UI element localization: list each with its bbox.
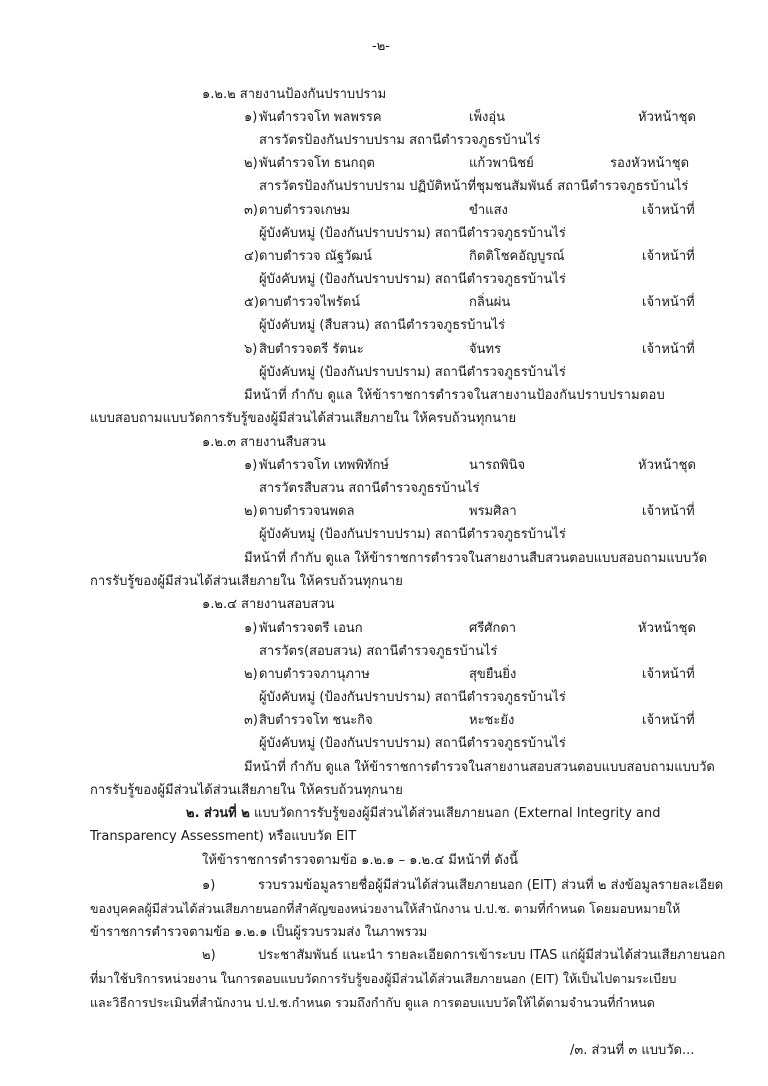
member-name: พันตำรวจโท พลพรรค [259,110,382,125]
member-index: ๑) [244,458,258,473]
member-name: ดาบตำรวจเกษม [259,203,351,218]
member-surname: สุขยืนยิ่ง [469,667,517,682]
member-index: ๒) [244,156,258,171]
member-role: รองหัวหน้าชุด [610,156,690,171]
part-2-title-cont: Transparency Assessment) หรือแบบวัด EIT [90,829,357,844]
member-name: ดาบตำรวจไพรัตน์ [259,295,361,310]
item-index: ๒) [202,948,216,963]
item-text: รวบรวมข้อมูลรายชื่อผู้มีส่วนได้ส่วนเสียภายนอก (EIT) ส่วนที่ ๒ ส่งข้อมูลรายละเอียด [258,878,724,893]
member-name: สิบตำรวจตรี รัตนะ [259,342,364,357]
member-role: เจ้าหน้าที่ [642,667,695,682]
member-index: ๑) [244,621,258,636]
member-detail: ผู้บังคับหมู่ (ป้องกันปราบปราม) สถานีตำรวจภูธรบ้านไร่ [259,690,566,705]
member-surname: เพ็งอุ่น [469,110,506,125]
member-detail: ผู้บังคับหมู่ (ป้องกันปราบปราม) สถานีตำรวจภูธรบ้านไร่ [259,365,566,380]
member-role: เจ้าหน้าที่ [642,713,695,728]
item-text-cont: ข้าราชการตำรวจตามข้อ ๑.๒.๑ เป็นผู้รวบรวมส่ง ในภาพรวม [90,925,428,940]
duty-paragraph-cont: แบบสอบถามแบบวัดการรับรู้ของผู้มีส่วนได้ส่วนเสียภายใน ให้ครบถ้วนทุกนาย [90,411,517,426]
duty-paragraph: มีหน้าที่ กำกับ ดูแล ให้ข้าราชการตำรวจในสายงานสอบสวนตอบแบบสอบถามแบบวัด [244,760,715,775]
member-index: ๓) [244,713,258,728]
duty-paragraph-cont: การรับรู้ของผู้มีส่วนได้ส่วนเสียภายใน ให้ครบถ้วนทุกนาย [90,574,403,589]
section-heading-1-2-2: ๑.๒.๒ สายงานป้องกันปราบปราม [202,87,387,102]
member-role: หัวหน้าชุด [638,110,696,125]
continuation-note: /๓. ส่วนที่ ๓ แบบวัด... [570,1043,695,1058]
member-surname: กลิ่นผ่น [469,295,511,310]
member-name: ดาบตำรวจ ณัฐวัฒน์ [259,249,372,264]
member-detail: สารวัตร(สอบสวน) สถานีตำรวจภูธรบ้านไร่ [259,644,498,659]
member-name: พันตำรวจโท ธนกฤต [259,156,375,171]
member-index: ๒) [244,504,258,519]
member-role: เจ้าหน้าที่ [642,203,695,218]
member-surname: ศรีศักดา [469,621,517,636]
item-text-cont: ที่มาใช้บริการหน่วยงาน ในการตอบแบบวัดการรับรู้ของผู้มีส่วนได้ส่วนเสียภายนอก (EIT) ให้เป็นไปตามระเบียบ [90,971,677,986]
member-surname: นารถพินิจ [469,458,526,473]
member-role: เจ้าหน้าที่ [642,249,695,264]
member-name: พันตำรวจตรี เอนก [259,621,363,636]
part-2-label: ๒. ส่วนที่ ๒ [186,806,250,821]
member-detail: สารวัตรป้องกันปราบปราม สถานีตำรวจภูธรบ้านไร่ [259,133,541,148]
item-text-cont: ของบุคคลผู้มีส่วนได้ส่วนเสียภายนอกที่สำคัญของหน่วยงานให้สำนักงาน ป.ป.ช. ตามที่กำหนด โดยมอบหมายให้ [90,901,681,916]
member-detail: ผู้บังคับหมู่ (ป้องกันปราบปราม) สถานีตำรวจภูธรบ้านไร่ [259,272,566,287]
member-index: ๖) [244,342,258,357]
part-2-title: แบบวัดการรับรู้ของผู้มีส่วนได้ส่วนเสียภายนอก (External Integrity and [253,806,661,821]
section-heading-1-2-4: ๑.๒.๔ สายงานสอบสวน [202,597,335,612]
item-text-cont: และวิธีการประเมินที่สำนักงาน ป.ป.ช.กำหนด รวมถึงกำกับ ดูแล การตอบแบบวัดให้ได้ตามจำนวนที่กำหนด [90,995,655,1010]
member-role: เจ้าหน้าที่ [642,504,695,519]
member-role: เจ้าหน้าที่ [642,295,695,310]
item-index: ๑) [202,878,216,893]
member-detail: ผู้บังคับหมู่ (สืบสวน) สถานีตำรวจภูธรบ้านไร่ [259,318,506,333]
member-surname: หะชะยัง [469,713,515,728]
duty-paragraph: มีหน้าที่ กำกับ ดูแล ให้ข้าราชการตำรวจในสายงานสืบสวนตอบแบบสอบถามแบบวัด [244,551,708,566]
member-surname: จันทร [469,342,502,357]
member-surname: ขำแสง [469,203,508,218]
part-2-intro: ให้ข้าราชการตำรวจตามข้อ ๑.๒.๑ – ๑.๒.๔ มีหน้าที่ ดังนี้ [202,853,519,868]
member-detail: ผู้บังคับหมู่ (ป้องกันปราบปราม) สถานีตำรวจภูธรบ้านไร่ [259,736,566,751]
member-detail: ผู้บังคับหมู่ (ป้องกันปราบปราม) สถานีตำรวจภูธรบ้านไร่ [259,527,566,542]
member-detail: ผู้บังคับหมู่ (ป้องกันปราบปราม) สถานีตำรวจภูธรบ้านไร่ [259,226,566,241]
duty-paragraph: มีหน้าที่ กำกับ ดูแล ให้ข้าราชการตำรวจในสายงานป้องกันปราบปรามตอบ [244,388,665,403]
member-role: หัวหน้าชุด [638,621,696,636]
part-2-heading [186,805,661,823]
member-name: พันตำรวจโท เทพพิทักษ์ [259,458,389,473]
member-detail: สารวัตรสืบสวน สถานีตำรวจภูธรบ้านไร่ [259,481,480,496]
member-index: ๕) [244,295,259,310]
member-index: ๓) [244,203,258,218]
member-surname: แก้วพานิชย์ [469,156,534,171]
page-number: -๒- [372,39,390,54]
member-index: ๒) [244,667,258,682]
item-text: ประชาสัมพันธ์ แนะนำ รายละเอียดการเข้าระบบ ITAS แก่ผู้มีส่วนได้ส่วนเสียภายนอก [258,948,726,963]
duty-paragraph-cont: การรับรู้ของผู้มีส่วนได้ส่วนเสียภายใน ให้ครบถ้วนทุกนาย [90,783,403,798]
member-detail: สารวัตรป้องกันปราบปราม ปฏิบัติหน้าที่ชุมชนสัมพันธ์ สถานีตำรวจภูธรบ้านไร่ [259,179,689,194]
member-name: ดาบตำรวจนพดล [259,504,355,519]
member-role: เจ้าหน้าที่ [642,342,695,357]
member-name: สิบตำรวจโท ชนะกิจ [259,713,373,728]
member-index: ๔) [244,249,259,264]
member-role: หัวหน้าชุด [638,458,696,473]
section-heading-1-2-3: ๑.๒.๓ สายงานสืบสวน [202,435,326,450]
member-name: ดาบตำรวจภานุภาษ [259,667,370,682]
member-index: ๑) [244,110,258,125]
member-surname: กิตติโชคอัญบูรณ์ [469,249,565,264]
member-surname: พรมศิลา [469,504,517,519]
